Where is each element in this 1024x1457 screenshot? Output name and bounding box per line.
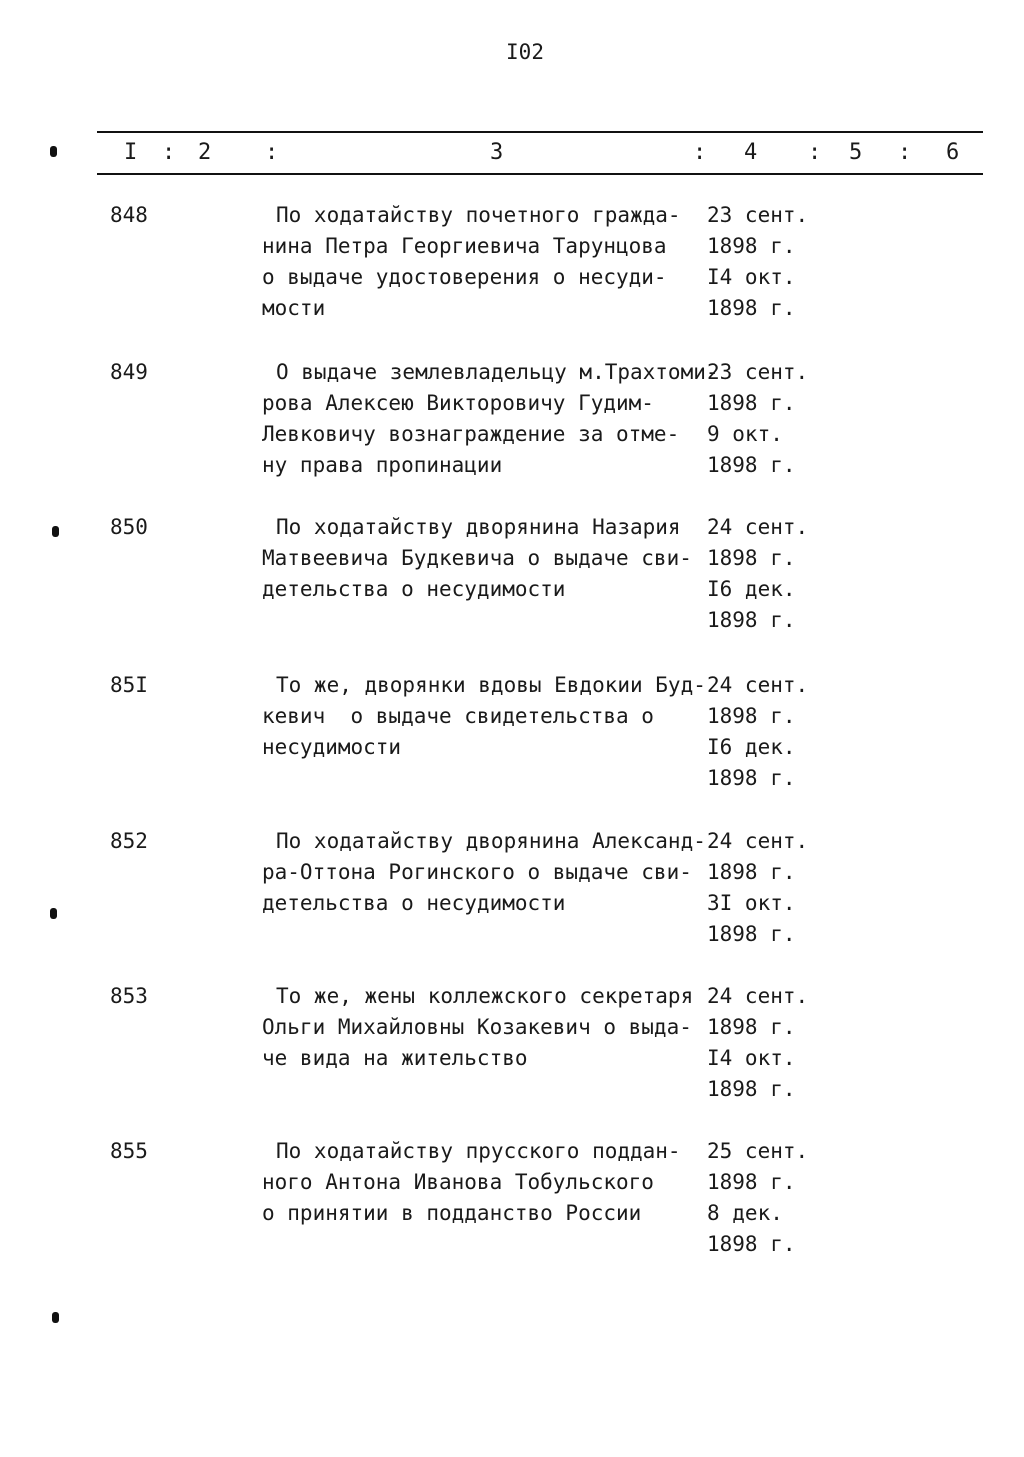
binding-hole-mark (50, 146, 57, 157)
date-line: 1898 г. (707, 1015, 796, 1039)
col-separator: : (693, 140, 707, 165)
description-line: То же, дворянки вдовы Евдокии Буд- (276, 673, 706, 697)
entry-description (262, 512, 707, 605)
entry-dates (707, 981, 837, 1105)
entry-description (262, 670, 707, 763)
entry-number: 85I (110, 673, 148, 697)
description-line: несудимости (262, 735, 402, 759)
entry-dates (707, 1136, 837, 1260)
col-separator: : (265, 140, 279, 165)
description-line: рова Алексею Викторовичу Гудим- (262, 391, 654, 415)
binding-hole-mark (50, 908, 57, 919)
entry-number: 853 (110, 984, 148, 1008)
date-line: 3I окт. (707, 891, 796, 915)
date-line: 1898 г. (707, 1170, 796, 1194)
description-line: Матвеевича Будкевича о выдаче сви- (262, 546, 692, 570)
entry-number: 852 (110, 829, 148, 853)
date-line: I4 окт. (707, 1046, 796, 1070)
date-line: 1898 г. (707, 1232, 796, 1256)
date-line: 1898 г. (707, 704, 796, 728)
date-line: I4 окт. (707, 265, 796, 289)
binding-hole-mark (52, 1312, 59, 1323)
col-header-4: 4 (744, 140, 758, 165)
col-separator: : (162, 140, 176, 165)
date-line: 25 сент. (707, 1139, 809, 1163)
entry-dates (707, 357, 837, 481)
description-line: ну права пропинации (262, 453, 503, 477)
entry-dates (707, 200, 837, 324)
date-line: 1898 г. (707, 860, 796, 884)
header-rule-bottom (97, 173, 983, 175)
col-header-5: 5 (849, 140, 863, 165)
date-line: 24 сент. (707, 984, 809, 1008)
date-line: 1898 г. (707, 608, 796, 632)
description-line: нина Петра Георгиевича Тарунцова (262, 234, 667, 258)
description-line: мости (262, 296, 326, 320)
col-header-1: I (124, 140, 138, 165)
description-line: Левковичу вознаграждение за отме- (262, 422, 680, 446)
date-line: 24 сент. (707, 829, 809, 853)
description-line: Ольги Михайловны Козакевич о выда- (262, 1015, 692, 1039)
description-line: о выдаче удостоверения о несуди- (262, 265, 667, 289)
col-separator: : (808, 140, 822, 165)
date-line: 1898 г. (707, 391, 796, 415)
col-header-3: 3 (490, 140, 504, 165)
date-line: 9 окт. (707, 422, 783, 446)
entry-description (262, 200, 707, 324)
date-line: 24 сент. (707, 515, 809, 539)
entry-description (262, 826, 707, 919)
entry-dates (707, 670, 837, 794)
description-line: По ходатайству прусского поддан- (276, 1139, 681, 1163)
description-line: о принятии в подданство России (262, 1201, 642, 1225)
entry-number: 855 (110, 1139, 148, 1163)
date-line: 1898 г. (707, 1077, 796, 1101)
description-line: По ходатайству почетного гражда- (276, 203, 681, 227)
col-separator: : (898, 140, 912, 165)
description-line: детельства о несудимости (262, 577, 566, 601)
date-line: 24 сент. (707, 673, 809, 697)
entry-number: 850 (110, 515, 148, 539)
entry-description (262, 357, 719, 481)
date-line: 23 сент. (707, 360, 809, 384)
date-line: 1898 г. (707, 922, 796, 946)
description-line: По ходатайству дворянина Назария (276, 515, 681, 539)
date-line: 1898 г. (707, 766, 796, 790)
entry-description (262, 1136, 707, 1229)
date-line: 1898 г. (707, 453, 796, 477)
description-line: ного Антона Иванова Тобульского (262, 1170, 654, 1194)
header-rule-top (97, 131, 983, 133)
description-line: ра-Оттона Рогинского о выдаче сви- (262, 860, 692, 884)
page-number: I02 (506, 40, 544, 64)
date-line: 1898 г. (707, 234, 796, 258)
description-line: детельства о несудимости (262, 891, 566, 915)
entry-description (262, 981, 707, 1074)
description-line: То же, жены коллежского секретаря (276, 984, 694, 1008)
col-header-6: 6 (946, 140, 960, 165)
date-line: 8 дек. (707, 1201, 783, 1225)
description-line: О выдаче землевладельцу м.Трахтоми- (276, 360, 719, 384)
description-line: По ходатайству дворянина Александ- (276, 829, 706, 853)
entry-dates (707, 826, 837, 950)
entry-number: 849 (110, 360, 148, 384)
date-line: 1898 г. (707, 546, 796, 570)
binding-hole-mark (52, 526, 59, 537)
description-line: че вида на жительство (262, 1046, 528, 1070)
date-line: I6 дек. (707, 735, 796, 759)
description-line: кевич о выдаче свидетельства о (262, 704, 654, 728)
entry-dates (707, 512, 837, 636)
col-header-2: 2 (198, 140, 212, 165)
entry-number: 848 (110, 203, 148, 227)
date-line: 1898 г. (707, 296, 796, 320)
date-line: I6 дек. (707, 577, 796, 601)
date-line: 23 сент. (707, 203, 809, 227)
